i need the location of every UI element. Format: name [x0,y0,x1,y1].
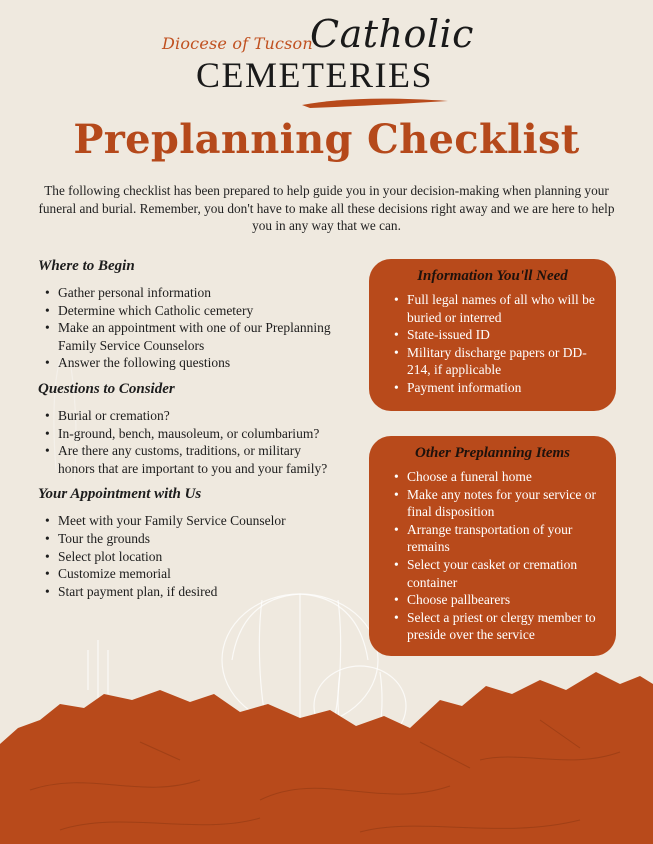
list-item: • State-issued ID [387,326,598,344]
list-item: • Military discharge papers or DD-214, if applicable [387,344,598,379]
list-item: • Tour the grounds [38,530,338,548]
list-item: • Customize memorial [38,565,338,583]
cemeteries-logo [0,8,653,112]
list-item: • Choose pallbearers [387,591,598,609]
left-column [38,258,338,609]
your-appointment-list [38,512,338,600]
list-item: • Select plot location [38,548,338,566]
intro-paragraph: The following checklist has been prepared to help guide you in your decision-making when planning your funeral and burial. Remember, you don't have to make all these decisions right away and we are here to help you in any way that we can. [38,183,615,233]
list-item: • In-ground, bench, mausoleum, or columbarium? [38,425,338,443]
list-item: • Burial or cremation? [38,407,338,425]
list-item: • Payment information [387,379,598,397]
page-title: Preplanning Checklist [73,116,580,163]
list-item: • Make an appointment with one of our Preplanning Family Service Counselors [38,319,338,354]
list-item: • Make any notes for your service or final disposition [387,486,598,521]
list-item: • Arrange transportation of your remains [387,521,598,556]
logo-catholic-text: Catholic [310,12,474,56]
list-item: • Are there any customs, traditions, or military honors that are important to you and your family? [38,442,338,477]
questions-to-consider-list [38,407,338,477]
logo-swash-icon [300,96,450,110]
list-item: • Answer the following questions [38,354,338,372]
section-heading-your-appointment: Your Appointment with Us [38,486,202,503]
other-preplanning-items-box [369,436,616,656]
other-items-list [387,468,598,644]
information-you-need-box [369,259,616,411]
logo-diocese-text: Diocese of Tucson [162,34,313,53]
list-item: • Gather personal information [38,284,338,302]
section-heading-questions-to-consider: Questions to Consider [38,380,175,397]
list-item: • Full legal names of all who will be buried or interred [387,291,598,326]
box-heading-other-items: Other Preplanning Items [414,445,571,461]
list-item: • Choose a funeral home [387,468,598,486]
logo-cemeteries-text: CEMETERIES [196,55,433,95]
where-to-begin-list [38,284,338,372]
box-heading-information: Information You'll Need [417,268,568,284]
section-heading-where-to-begin: Where to Begin [38,258,135,274]
list-item: • Meet with your Family Service Counselor [38,512,338,530]
list-item: • Select a priest or clergy member to preside over the service [387,609,598,644]
list-item: • Select your casket or cremation container [387,556,598,591]
information-list [387,291,598,397]
list-item: • Start payment plan, if desired [38,583,338,601]
list-item: • Determine which Catholic cemetery [38,302,338,320]
